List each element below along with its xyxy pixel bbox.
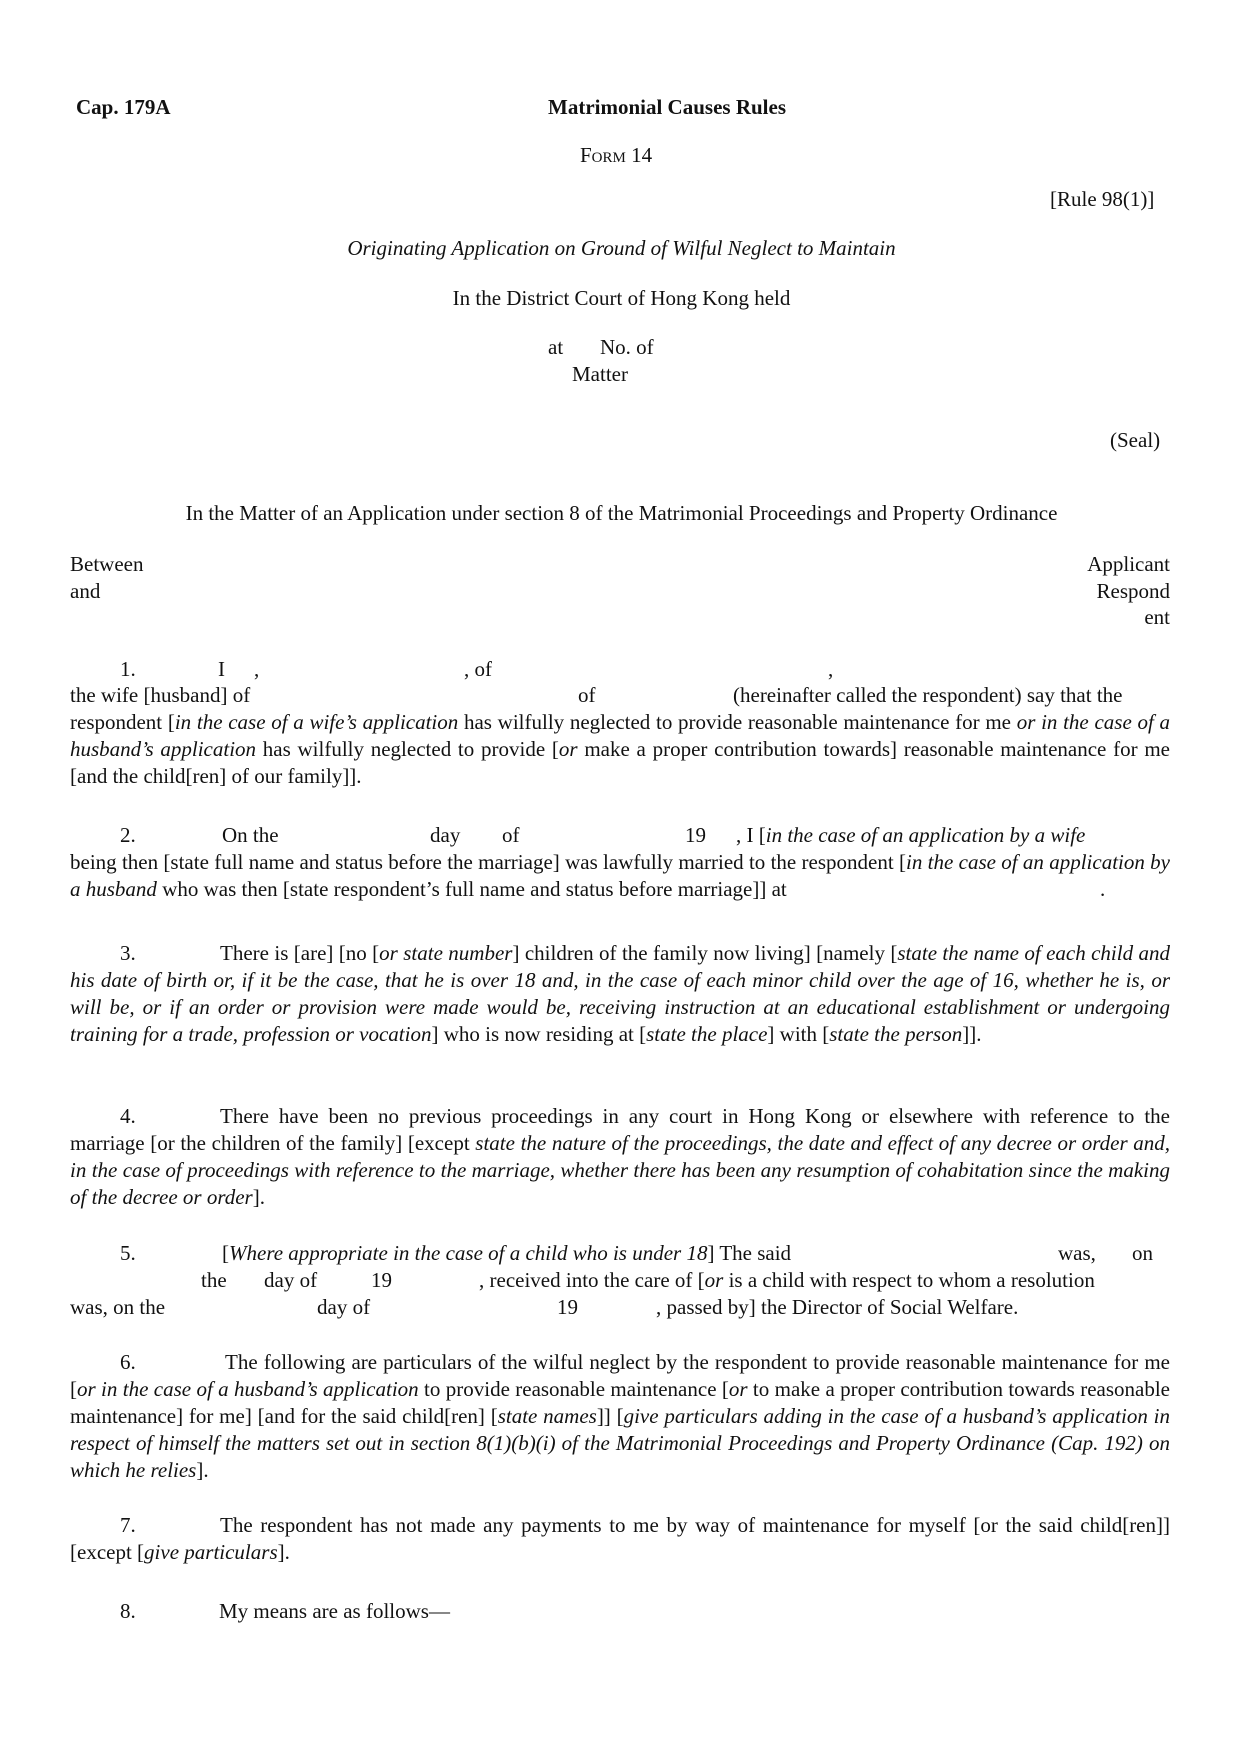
para1-f: has wilfully neglected to provide reasonable maintenance for me bbox=[458, 710, 1017, 734]
para1-body bbox=[70, 709, 1170, 790]
para1-comma: , bbox=[254, 657, 260, 681]
para2-c: in the case of an application by a husband bbox=[70, 850, 1170, 901]
para2-year: 19 bbox=[685, 823, 706, 847]
para6-body bbox=[70, 1349, 1170, 1484]
court-heading: In the District Court of Hong Kong held bbox=[452, 286, 791, 310]
para2-b: being then [state full name and status before the marriage] was lawfully married to the respondent [ bbox=[70, 850, 907, 874]
para4-c: ]. bbox=[252, 1185, 265, 1209]
para5-the: the bbox=[201, 1268, 227, 1292]
para3-f: state the place bbox=[646, 1022, 768, 1046]
para6-g: ]] [ bbox=[596, 1404, 624, 1428]
para2-body bbox=[70, 849, 1170, 903]
para4-b: state the nature of the proceedings, the date and effect of any decree or order and, in the case of proceedings with reference to the marriage, whether there has been any resumption of cohabitation since the making of the decree or order bbox=[70, 1131, 1171, 1209]
para6-number: 6. bbox=[120, 1350, 136, 1374]
para5-c: ] The said bbox=[707, 1241, 792, 1265]
para6-d: or bbox=[728, 1377, 748, 1401]
and-label: and bbox=[70, 579, 101, 603]
para3-c: ] children of the family now living] [namely [ bbox=[512, 941, 898, 965]
respondent-label-line2: ent bbox=[1144, 605, 1170, 629]
para5-e: or bbox=[704, 1268, 724, 1292]
number-of-label: No. of bbox=[600, 335, 654, 359]
para6-f: state names bbox=[497, 1404, 597, 1428]
chapter-label: Cap. 179A bbox=[76, 95, 171, 119]
para3-d: state the name of each child and his date of birth or, if it be the case, that he is over 18 and, in the case of each minor child over the age of 16, whether he is, or will be, or if an order or provision were made would be, receiving instruction at an educational establishment or undergoing training for a trade, profession or vocation bbox=[70, 941, 1171, 1046]
para4-body bbox=[70, 1103, 1170, 1211]
para4-a: There have been no previous proceedings in any court in Hong Kong or elsewhere with reference to the marriage [or the children of the family] [except bbox=[70, 1104, 1170, 1155]
para3-h: state the person bbox=[829, 1022, 963, 1046]
para1-pronoun: I bbox=[218, 657, 225, 681]
para1-d: respondent [ bbox=[70, 710, 175, 734]
para8-number: 8. bbox=[120, 1599, 136, 1623]
para5-was-on-the: was, on the bbox=[70, 1295, 166, 1319]
para2-a: in the case of an application by a wife bbox=[765, 823, 1086, 847]
para5-day-of2: day of bbox=[317, 1295, 371, 1319]
seal-label: (Seal) bbox=[1110, 428, 1161, 452]
para2-on-the: On the bbox=[222, 823, 279, 847]
para6-j: ]. bbox=[196, 1458, 209, 1482]
para1-number: 1. bbox=[120, 657, 136, 681]
para5-received bbox=[479, 1267, 1095, 1294]
para5-d: , received into the care of [ bbox=[479, 1268, 705, 1292]
form-subtitle: Originating Application on Ground of Wilful Neglect to Maintain bbox=[347, 236, 896, 260]
para6-b: or in the case of a husband’s application bbox=[77, 1377, 419, 1401]
para2-lead bbox=[736, 822, 1085, 849]
para5-day-of: day of bbox=[264, 1268, 318, 1292]
para6-a: The following are particulars of the wilful neglect by the respondent to provide reasonable maintenance for me [ bbox=[70, 1350, 1170, 1401]
para5-f: is a child with respect to whom a resolution bbox=[723, 1268, 1095, 1292]
para3-b: or state number bbox=[379, 941, 513, 965]
document-title: Matrimonial Causes Rules bbox=[548, 95, 786, 119]
between-label: Between bbox=[70, 552, 144, 576]
para6-c: to provide reasonable maintenance [ bbox=[418, 1377, 729, 1401]
para5-number: 5. bbox=[120, 1241, 136, 1265]
para7-a: The respondent has not made any payments to me by way of maintenance for myself [or the said child[ren]] [except [ bbox=[70, 1513, 1170, 1564]
para2-i: , I [ bbox=[736, 823, 766, 847]
para1-g: or in the case of a husband’s application bbox=[70, 710, 1170, 761]
para5-year2: 19 bbox=[557, 1295, 578, 1319]
para1-j: or bbox=[558, 737, 578, 761]
para7-body bbox=[70, 1512, 1170, 1566]
para1-of: , of bbox=[464, 657, 492, 681]
in-the-matter-heading: In the Matter of an Application under section 8 of the Matrimonial Proceedings and Property Ordinance bbox=[185, 501, 1058, 525]
para5-was: was, bbox=[1058, 1241, 1096, 1265]
para1-h: has wilfully neglected to provide [ bbox=[256, 737, 559, 761]
para6-e: to make a proper contribution towards reasonable maintenance] for me] [and for the said child[ren] [ bbox=[70, 1377, 1170, 1428]
para3-body bbox=[70, 940, 1170, 1048]
para2-d: who was then [state respondent’s full name and status before marriage]] at bbox=[156, 877, 787, 901]
form-label: Form 14 bbox=[580, 143, 653, 167]
para2-end: . bbox=[1100, 877, 1106, 901]
para2-day: day bbox=[430, 823, 461, 847]
para6-h: give particulars adding in the case of a husband’s application in respect of himself the matters set out in section 8(1)(b)(i) of the Matrimonial Proceedings and Property Ordinance (Cap. 192) on which he relies bbox=[70, 1404, 1170, 1482]
respondent-label-line1: Respond bbox=[1096, 579, 1170, 603]
para3-g: ] with [ bbox=[767, 1022, 830, 1046]
para4-number: 4. bbox=[120, 1104, 136, 1128]
para5-year: 19 bbox=[371, 1268, 392, 1292]
para7-b: give particulars bbox=[144, 1540, 278, 1564]
para7-number: 7. bbox=[120, 1513, 136, 1537]
para1-wife-of: the wife [husband] of bbox=[70, 683, 251, 707]
para1-k: make a proper contribution towards] reasonable maintenance for me [and the child[ren] of our family]]. bbox=[70, 737, 1170, 788]
applicant-label: Applicant bbox=[1087, 552, 1170, 576]
para2-of: of bbox=[502, 823, 520, 847]
para5-b: Where appropriate in the case of a child who is under 18 bbox=[229, 1241, 708, 1265]
para1-hereinafter: (hereinafter called the respondent) say that the bbox=[733, 683, 1123, 707]
para1-of2: of bbox=[578, 683, 596, 707]
para7-c: ]. bbox=[277, 1540, 290, 1564]
at-label: at bbox=[548, 335, 564, 359]
para3-j: ]]. bbox=[962, 1022, 982, 1046]
rule-reference: [Rule 98(1)] bbox=[1050, 187, 1155, 211]
para8-body: My means are as follows— bbox=[219, 1599, 450, 1623]
para5-a: [ bbox=[222, 1241, 229, 1265]
para3-number: 3. bbox=[120, 941, 136, 965]
para1-e: in the case of a wife’s application bbox=[174, 710, 459, 734]
para2-number: 2. bbox=[120, 823, 136, 847]
para3-a: There is [are] [no [ bbox=[220, 941, 380, 965]
para3-e: ] who is now residing at [ bbox=[431, 1022, 647, 1046]
para5-lead bbox=[222, 1240, 791, 1267]
para1-comma2: , bbox=[828, 657, 834, 681]
matter-label: Matter bbox=[572, 362, 628, 386]
para5-on: on bbox=[1132, 1241, 1153, 1265]
para5-passed-by: , passed by] the Director of Social Welfare. bbox=[656, 1295, 1019, 1319]
